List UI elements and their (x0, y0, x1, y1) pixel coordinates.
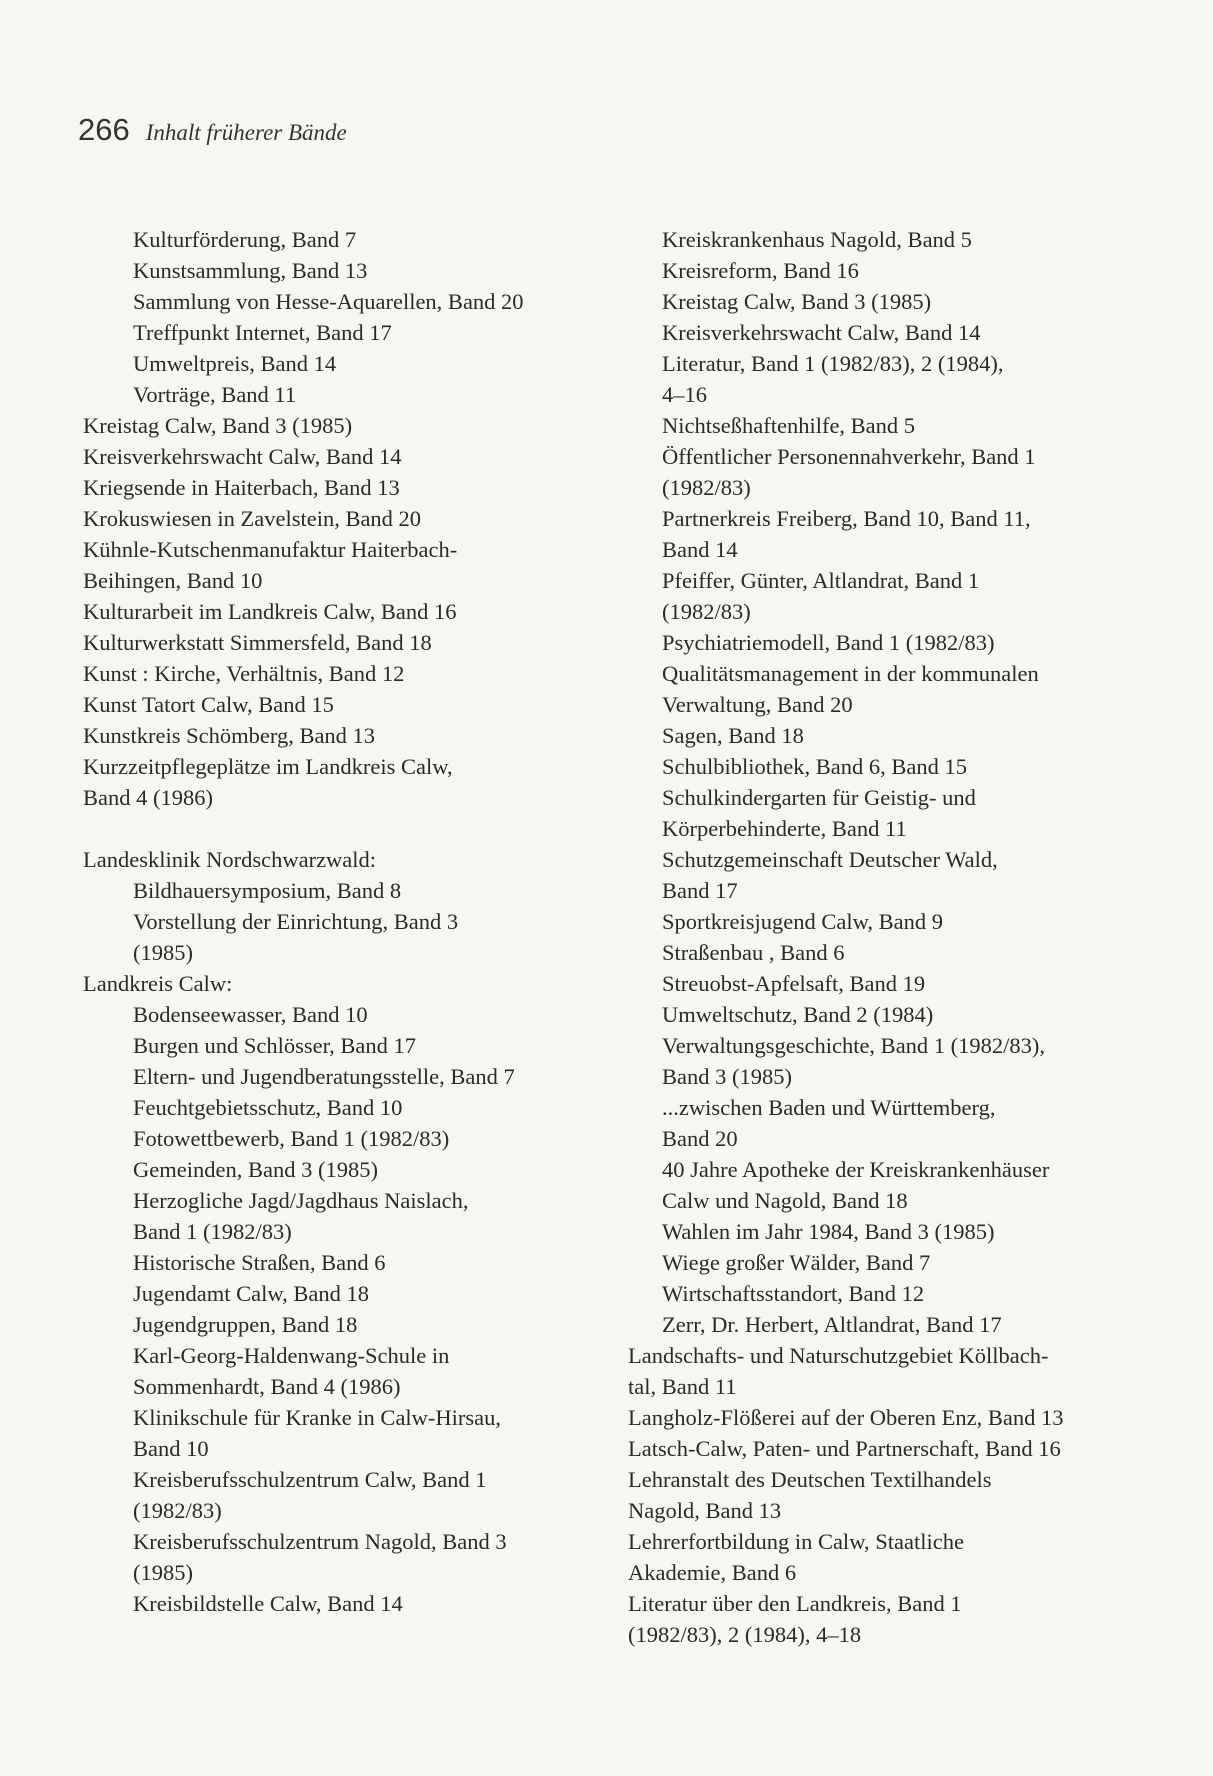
index-entry: Karl-Georg-Haldenwang-Schule in (133, 1343, 450, 1368)
index-entry: Kreisbildstelle Calw, Band 14 (133, 1591, 403, 1616)
index-entry: Verwaltung, Band 20 (662, 692, 853, 717)
page-number: 266 (78, 112, 130, 147)
index-column-left (83, 224, 623, 1619)
index-entry: Band 10 (133, 1436, 209, 1461)
index-entry: (1982/83), 2 (1984), 4–18 (628, 1622, 862, 1647)
index-entry: Kreiskrankenhaus Nagold, Band 5 (662, 227, 972, 252)
index-entry: Vorstellung der Einrichtung, Band 3 (133, 909, 459, 934)
index-entry: Klinikschule für Kranke in Calw-Hirsau, (133, 1405, 502, 1430)
index-entry: Gemeinden, Band 3 (1985) (133, 1157, 378, 1182)
index-entry: Kunstkreis Schömberg, Band 13 (83, 723, 376, 748)
index-entry: Schutzgemeinschaft Deutscher Wald, (662, 847, 998, 872)
index-entry: Fotowettbewerb, Band 1 (1982/83) (133, 1126, 450, 1151)
index-entry: (1982/83) (662, 475, 751, 500)
index-entry: Schulkindergarten für Geistig- und (662, 785, 976, 810)
index-entry: Band 3 (1985) (662, 1064, 792, 1089)
index-entry: Literatur, Band 1 (1982/83), 2 (1984), (662, 351, 1004, 376)
index-entry: Umweltschutz, Band 2 (1984) (662, 1002, 934, 1027)
index-entry: Sammlung von Hesse-Aquarellen, Band 20 (133, 289, 524, 314)
index-entry: Treffpunkt Internet, Band 17 (133, 320, 392, 345)
index-entry: Pfeiffer, Günter, Altlandrat, Band 1 (662, 568, 980, 593)
index-entry: (1985) (133, 940, 193, 965)
index-entry: Langholz-Flößerei auf der Oberen Enz, Band 13 (628, 1405, 1064, 1430)
index-entry: Körperbehinderte, Band 11 (662, 816, 907, 841)
index-entry: Bildhauersymposium, Band 8 (133, 878, 402, 903)
index-entry: ...zwischen Baden und Württemberg, (662, 1095, 996, 1120)
index-entry: Landschafts- und Naturschutzgebiet Köllbach- (628, 1343, 1049, 1368)
index-entry: Umweltpreis, Band 14 (133, 351, 337, 376)
index-entry: Band 20 (662, 1126, 738, 1151)
index-entry: Landkreis Calw: (83, 971, 233, 996)
index-entry: Jugendgruppen, Band 18 (133, 1312, 358, 1337)
index-entry: Kreisverkehrswacht Calw, Band 14 (662, 320, 981, 345)
index-entry: Sportkreisjugend Calw, Band 9 (662, 909, 944, 934)
index-entry: Partnerkreis Freiberg, Band 10, Band 11, (662, 506, 1031, 531)
index-entry: Wiege großer Wälder, Band 7 (662, 1250, 931, 1275)
index-entry: Wirtschaftsstandort, Band 12 (662, 1281, 925, 1306)
index-entry: (1982/83) (133, 1498, 222, 1523)
index-entry: Band 14 (662, 537, 738, 562)
index-entry: Akademie, Band 6 (628, 1560, 797, 1585)
section-gap (83, 813, 623, 844)
index-entry: 40 Jahre Apotheke der Kreiskrankenhäuser (662, 1157, 1050, 1182)
index-entry: Schulbibliothek, Band 6, Band 15 (662, 754, 967, 779)
index-entry: Kunst : Kirche, Verhältnis, Band 12 (83, 661, 405, 686)
index-entry: Beihingen, Band 10 (83, 568, 263, 593)
index-entry: Kulturwerkstatt Simmersfeld, Band 18 (83, 630, 432, 655)
index-entry: Kunst Tatort Calw, Band 15 (83, 692, 334, 717)
index-entry: Kriegsende in Haiterbach, Band 13 (83, 475, 400, 500)
index-entry: Krokuswiesen in Zavelstein, Band 20 (83, 506, 422, 531)
index-entry: Kulturförderung, Band 7 (133, 227, 357, 252)
index-entry: Sagen, Band 18 (662, 723, 804, 748)
running-title: Inhalt früherer Bände (145, 120, 347, 145)
index-entry: Bodenseewasser, Band 10 (133, 1002, 368, 1027)
index-entry: Sommenhardt, Band 4 (1986) (133, 1374, 401, 1399)
index-entry: Streuobst-Apfelsaft, Band 19 (662, 971, 926, 996)
index-entry: Öffentlicher Personennahverkehr, Band 1 (662, 444, 1036, 469)
index-entry: Kreisverkehrswacht Calw, Band 14 (83, 444, 402, 469)
index-entry: Kreistag Calw, Band 3 (1985) (83, 413, 353, 438)
index-entry: Kurzzeitpflegeplätze im Landkreis Calw, (83, 754, 453, 779)
index-entry: (1982/83) (662, 599, 751, 624)
index-entry: Kreistag Calw, Band 3 (1985) (662, 289, 932, 314)
index-entry: Kulturarbeit im Landkreis Calw, Band 16 (83, 599, 457, 624)
index-entry: Herzogliche Jagd/Jagdhaus Naislach, (133, 1188, 469, 1213)
index-entry: 4–16 (662, 382, 707, 407)
index-entry: Zerr, Dr. Herbert, Altlandrat, Band 17 (662, 1312, 1002, 1337)
index-entry: Feuchtgebietsschutz, Band 10 (133, 1095, 403, 1120)
index-entry: Burgen und Schlösser, Band 17 (133, 1033, 417, 1058)
index-entry: Band 17 (662, 878, 738, 903)
index-entry: Literatur über den Landkreis, Band 1 (628, 1591, 962, 1616)
index-entry: Calw und Nagold, Band 18 (662, 1188, 908, 1213)
index-entry: Jugendamt Calw, Band 18 (133, 1281, 370, 1306)
index-entry: Nichtseßhaftenhilfe, Band 5 (662, 413, 916, 438)
index-entry: Latsch-Calw, Paten- und Partnerschaft, Band 16 (628, 1436, 1061, 1461)
index-entry: Band 4 (1986) (83, 785, 213, 810)
index-entry: Lehranstalt des Deutschen Textilhandels (628, 1467, 992, 1492)
index-entry: Landesklinik Nordschwarzwald: (83, 847, 377, 872)
page-header (78, 112, 347, 148)
index-entry: Kreisberufsschulzentrum Calw, Band 1 (133, 1467, 487, 1492)
index-column-right (628, 224, 1122, 1650)
index-entry: Kühnle-Kutschenmanufaktur Haiterbach- (83, 537, 458, 562)
index-entry: Eltern- und Jugendberatungsstelle, Band 7 (133, 1064, 515, 1089)
index-entry: Straßenbau , Band 6 (662, 940, 845, 965)
index-entry: (1985) (133, 1560, 193, 1585)
index-entry: Band 1 (1982/83) (133, 1219, 292, 1244)
index-entry: Lehrerfortbildung in Calw, Staatliche (628, 1529, 964, 1554)
index-entry: Vorträge, Band 11 (133, 382, 297, 407)
index-entry: Qualitätsmanagement in der kommunalen (662, 661, 1039, 686)
index-entry: Nagold, Band 13 (628, 1498, 782, 1523)
index-entry: tal, Band 11 (628, 1374, 737, 1399)
index-entry: Psychiatriemodell, Band 1 (1982/83) (662, 630, 995, 655)
index-entry: Wahlen im Jahr 1984, Band 3 (1985) (662, 1219, 995, 1244)
index-entry: Kreisberufsschulzentrum Nagold, Band 3 (133, 1529, 507, 1554)
index-entry: Kreisreform, Band 16 (662, 258, 859, 283)
index-entry: Historische Straßen, Band 6 (133, 1250, 386, 1275)
index-entry: Kunstsammlung, Band 13 (133, 258, 368, 283)
index-entry: Verwaltungsgeschichte, Band 1 (1982/83), (662, 1033, 1046, 1058)
